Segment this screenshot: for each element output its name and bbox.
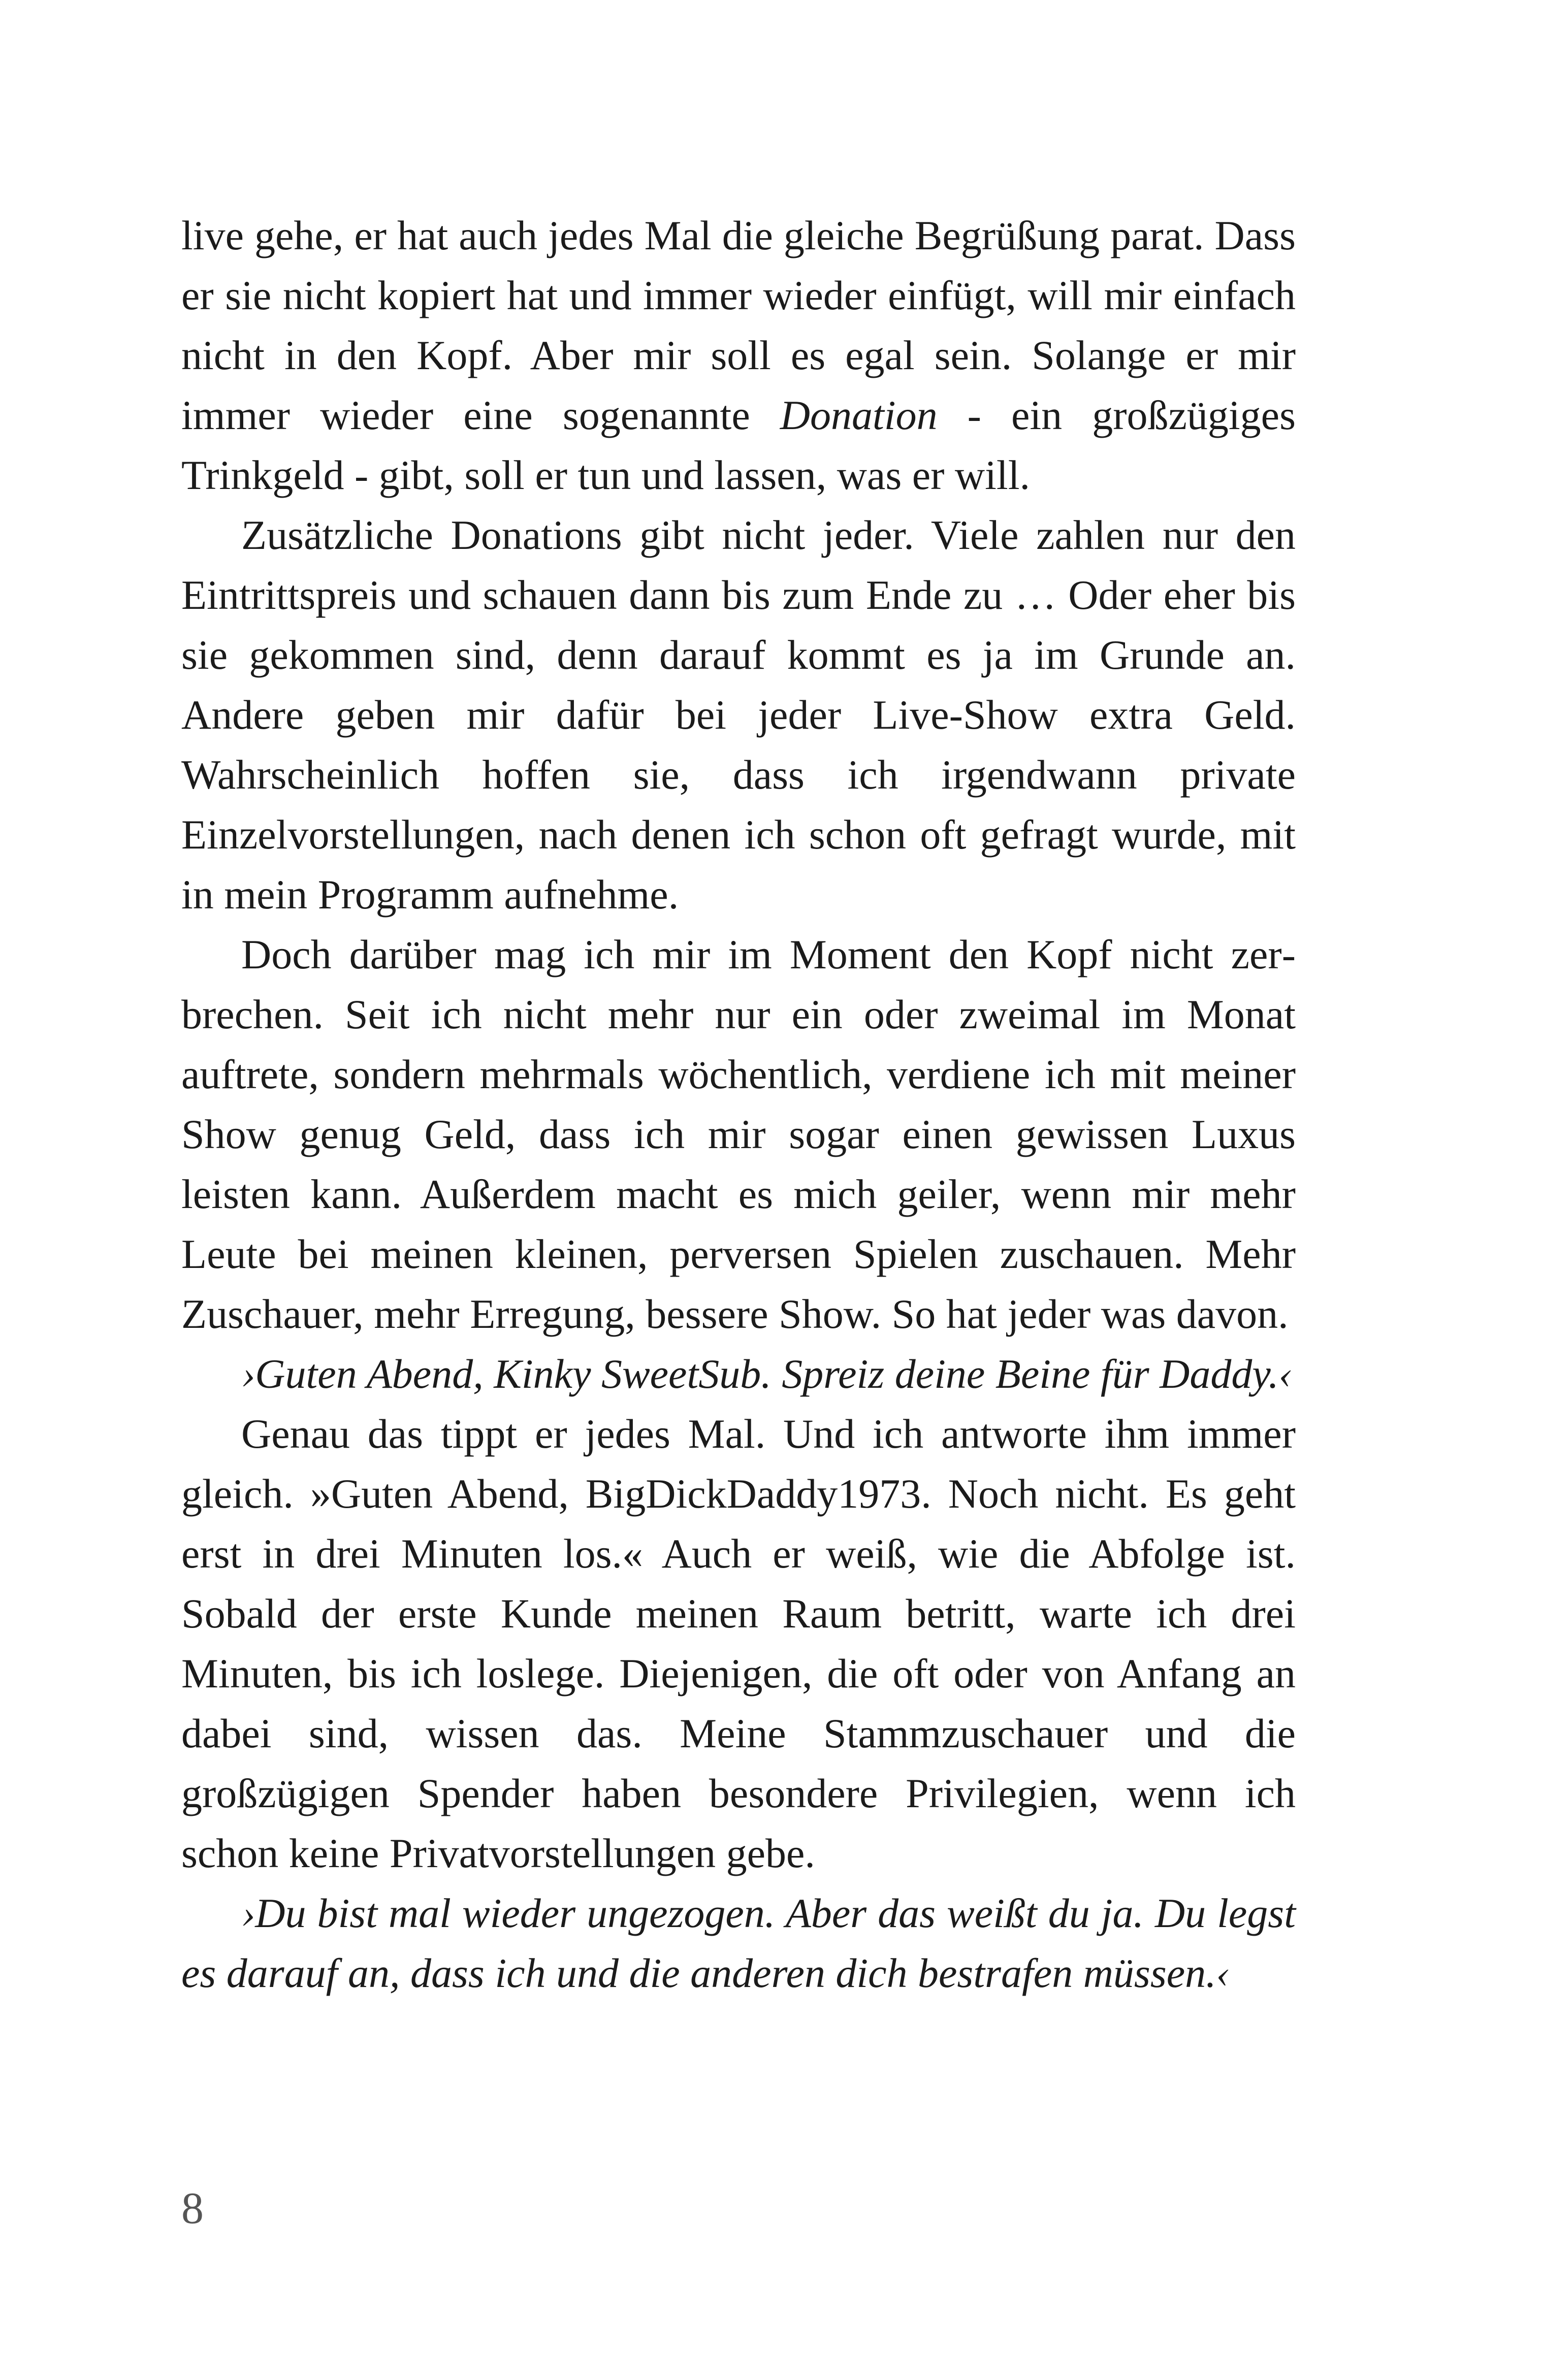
paragraph-text: - ein großzügiges Trinkgeld - gibt, soll er tun und lassen, was er will. <box>181 392 1296 498</box>
chat-message-quote: ›Du bist mal wieder ungezogen. Aber das weißt du ja. Du legst es darauf an, dass ich und die anderen dich bestrafen müssen.‹ <box>181 1890 1296 1996</box>
paragraph: Zusätzliche Donations gibt nicht jeder. Viele zahlen nur den Eintrittspreis und schauen dann bis zum Ende zu … Oder eher bis sie gekommen sind, denn darauf kommt es ja im Grunde an. Andere geben mir dafür bei jeder Live-Show extra Geld. Wahrscheinlich hoffen sie, dass ich irgendwann private Einzelvorstellungen, nach denen ich schon oft gefragt wurde, mit in mein Programm aufnehme. <box>181 512 1296 918</box>
paragraph: Genau das tippt er jedes Mal. Und ich antworte ihm immer gleich. »Guten Abend, BigDickDaddy1973. Noch nicht. Es geht erst in drei Minuten los.« Auch er weiß, wie die Abfolge ist. Sobald der erste Kunde meinen Raum betritt, warte ich drei Minuten, bis ich loslege. Diejenigen, die oft oder von Anfang an dabei sind, wissen das. Meine Stammzuschauer und die großzügigen Spender haben besondere Privilegien, wenn ich schon keine Privatvorstellungen gebe. <box>181 1411 1296 1876</box>
page-number: 8 <box>181 2184 204 2233</box>
body-text <box>181 206 1296 2003</box>
paragraph-text: live gehe, er hat auch jedes Mal die gleiche Begrüßung parat. Dass er sie nicht kopiert hat und immer wieder einfügt, will mir einfach nicht in den Kopf. Aber mir soll es egal sein. Solange er mir immer wieder eine sogenannte <box>181 212 1296 438</box>
chat-message-quote: ›Guten Abend, Kinky SweetSub. Spreiz deine Beine für Daddy.‹ <box>241 1351 1293 1397</box>
emphasized-word: Donation <box>780 392 938 438</box>
paragraph <box>181 206 1296 505</box>
paragraph: Doch darüber mag ich mir im Moment den Kopf nicht zerbrechen. Seit ich nicht mehr nur ein oder zweimal im Monat auftrete, sondern mehrmals wöchentlich, verdiene ich mit meiner Show genug Geld, dass ich mir sogar einen gewissen Luxus leisten kann. Außerdem macht es mich geiler, wenn mir mehr Leute bei meinen kleinen, perversen Spielen zuschauen. Mehr Zuschauer, mehr Erregung, bessere Show. So hat jeder was davon. <box>181 931 1296 1337</box>
